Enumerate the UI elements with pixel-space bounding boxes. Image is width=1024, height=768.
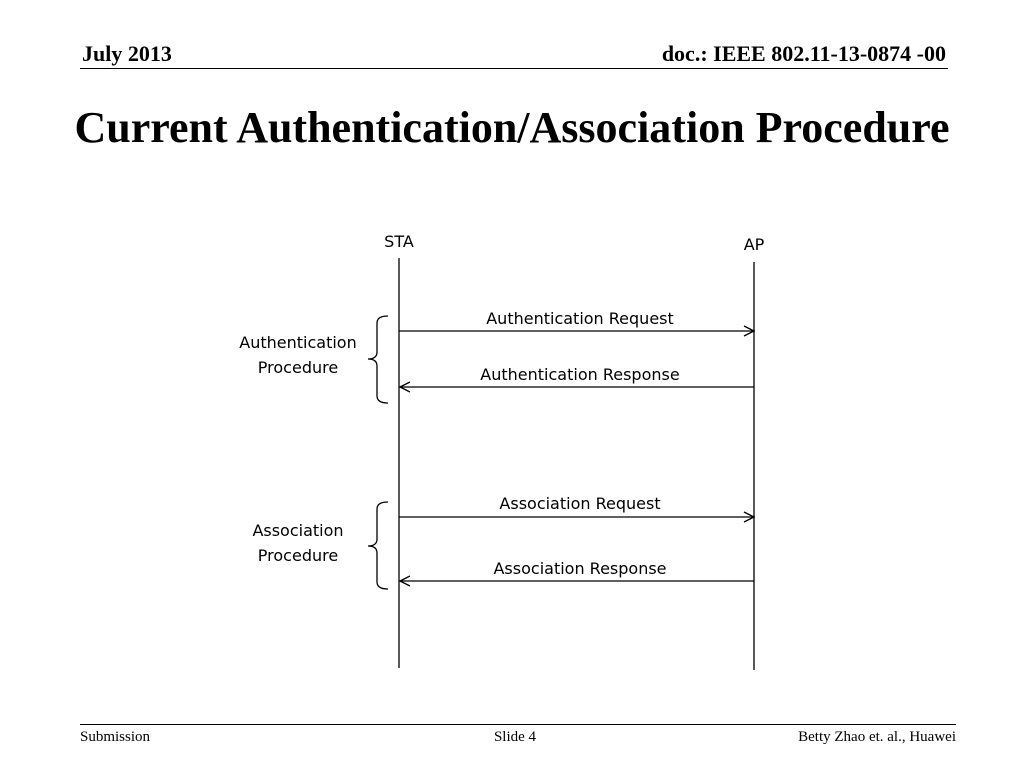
authentication-brace [368, 316, 388, 403]
authentication-procedure-line2: Procedure [257, 358, 339, 377]
association-response-label: Association Response [493, 559, 667, 578]
footer-rule [80, 724, 956, 725]
association-procedure-line1: Association [252, 521, 344, 540]
footer-submission: Submission [80, 729, 151, 745]
header-date: July 2013 [82, 41, 172, 66]
header-doc-id: doc.: IEEE 802.11-13-0874 -00 [661, 41, 946, 66]
slide-title: Current Authentication/Association Procedure [74, 103, 950, 152]
association-request-label: Association Request [499, 494, 661, 513]
footer-author: Betty Zhao et. al., Huawei [798, 729, 956, 745]
footer-slide-number: Slide 4 [493, 729, 537, 745]
authentication-request-label: Authentication Request [486, 309, 674, 328]
ap-label: AP [743, 235, 765, 254]
sta-label: STA [384, 232, 414, 251]
authentication-response-label: Authentication Response [480, 365, 680, 384]
authentication-procedure-line1: Authentication [239, 333, 357, 352]
association-brace [368, 502, 388, 589]
association-procedure-line2: Procedure [257, 546, 339, 565]
